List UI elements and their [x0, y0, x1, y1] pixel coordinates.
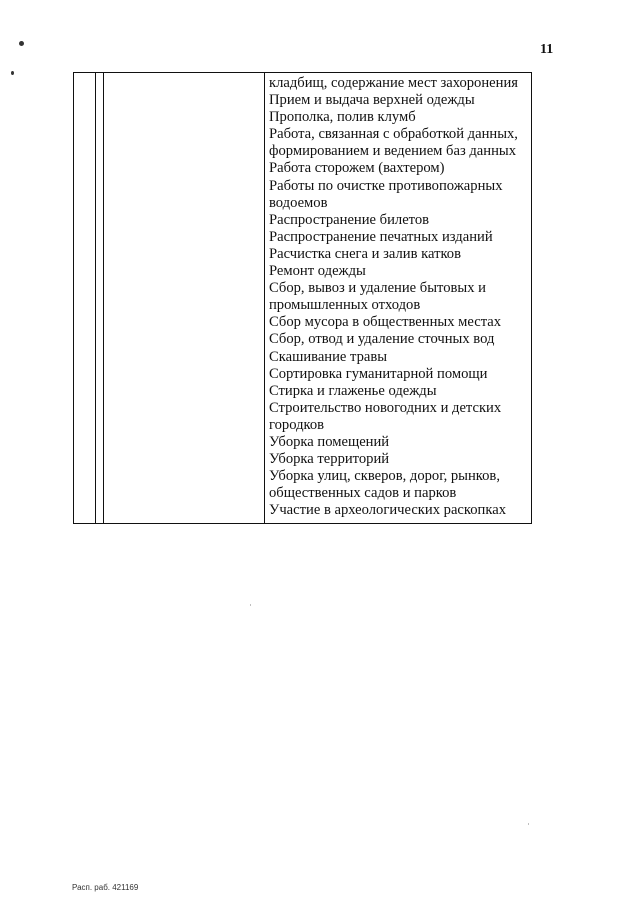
scan-speck	[528, 823, 529, 825]
list-item: Сбор мусора в общественных местах	[269, 314, 502, 331]
list-item: Расчистка снега и залив катков	[269, 245, 461, 262]
list-item: Сбор, вывоз и удаление бытовых и	[269, 280, 486, 297]
list-item: формированием и ведением баз данных	[269, 143, 516, 160]
list-item: промышленных отходов	[269, 297, 421, 314]
list-item: кладбищ, содержание мест захоронения	[269, 75, 518, 91]
scan-speck	[11, 71, 14, 75]
list-item: Строительство новогодних и детских	[269, 399, 502, 416]
list-item: Работа, связанная с обработкой данных,	[269, 126, 518, 143]
list-item: Уборка помещений	[269, 433, 390, 450]
list-item: Работа сторожем (вахтером)	[269, 160, 445, 177]
list-item: Работы по очистке противопожарных	[269, 177, 503, 194]
list-item: Сбор, отвод и удаление сточных вод	[269, 331, 495, 348]
list-item: общественных садов и парков	[269, 485, 457, 502]
list-item: Уборка территорий	[269, 451, 390, 468]
list-item: Участие в археологических раскопках	[269, 502, 506, 519]
list-item: Ремонт одежды	[269, 263, 366, 280]
page-number: 11	[540, 42, 554, 57]
column-divider	[264, 73, 265, 523]
list-item: Прием и выдача верхней одежды	[269, 92, 475, 109]
column-divider	[103, 73, 104, 523]
work-types-list	[269, 75, 518, 519]
list-item: Распространение билетов	[269, 211, 430, 228]
list-item: городков	[269, 416, 325, 433]
column-divider	[95, 73, 96, 523]
list-item: Уборка улиц, скверов, дорог, рынков,	[269, 468, 500, 485]
list-item: Скашивание травы	[269, 348, 388, 365]
footer-print-code: Расп. раб. 421169	[72, 883, 139, 892]
list-item: Распространение печатных изданий	[269, 228, 493, 245]
scan-speck	[19, 41, 24, 46]
list-item: Сортировка гуманитарной помощи	[269, 365, 488, 382]
list-item: Стирка и глаженье одежды	[269, 382, 437, 399]
list-item: Прополка, полив клумб	[269, 109, 416, 126]
scan-speck	[250, 604, 251, 606]
list-item: водоемов	[269, 194, 328, 211]
work-types-table	[73, 72, 532, 524]
